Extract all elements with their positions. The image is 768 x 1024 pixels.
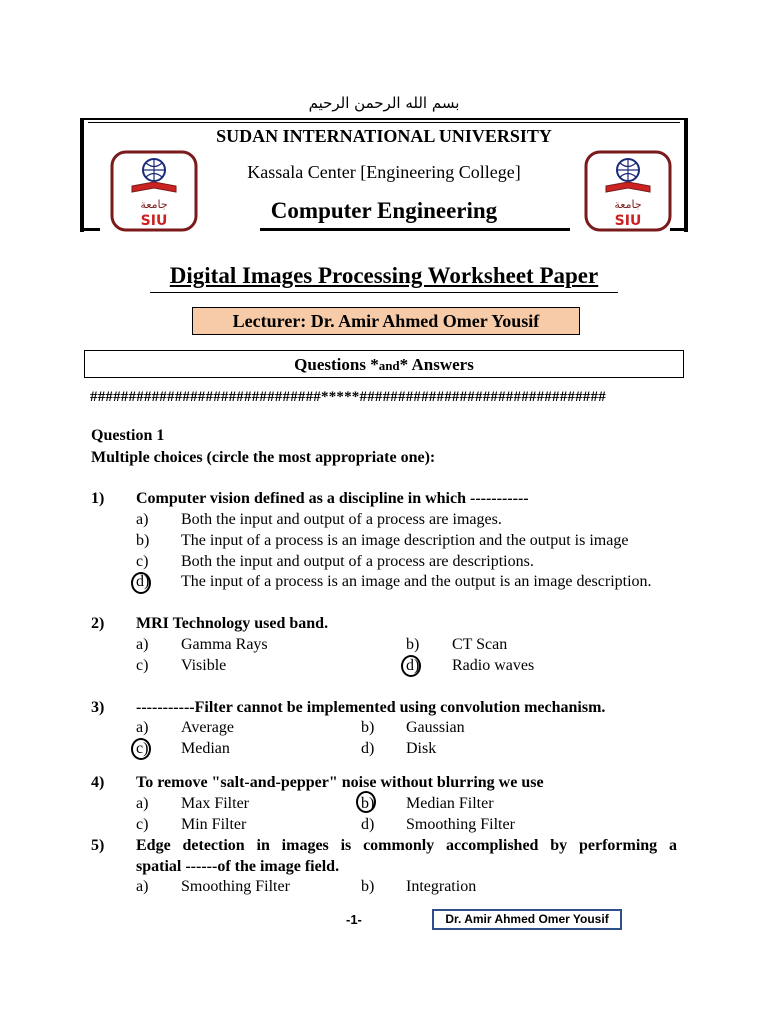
page-title: Digital Images Processing Worksheet Paper [169, 263, 599, 288]
answer-circle [131, 572, 151, 594]
option-label: a) [136, 636, 149, 653]
option-label: b) [361, 795, 375, 812]
option-label: a) [136, 795, 149, 812]
separator-line: ##############################*****################################ [90, 389, 606, 405]
option-text: The input of a process is an image description and the output is image [181, 532, 629, 549]
option-text: Smoothing Filter [406, 816, 515, 833]
option-label: b) [361, 878, 375, 895]
item-stem: MRI Technology used band. [136, 615, 329, 632]
footer-author: Dr. Amir Ahmed Omer Yousif [432, 909, 622, 930]
option-text: Max Filter [181, 795, 249, 812]
option-label: a) [136, 878, 149, 895]
qa-banner [84, 350, 684, 378]
option-label: c) [136, 657, 149, 674]
option-text: Median Filter [406, 795, 494, 812]
option-text: Smoothing Filter [181, 878, 290, 895]
answer-circle [356, 791, 376, 813]
option-text: CT Scan [452, 636, 508, 653]
option-text: Gamma Rays [181, 636, 268, 653]
option-label: b) [406, 636, 420, 653]
svg-text:SIU: SIU [140, 213, 168, 229]
item-number: 5) [91, 837, 105, 854]
item-stem-line1: Edge detection in images is commonly accomplished by performing a [136, 837, 677, 854]
qa-right: * Answers [399, 355, 474, 374]
option-label: b) [136, 532, 150, 549]
item-stem: To remove "salt-and-pepper" noise without blurring we use [136, 774, 544, 791]
qa-and: and [378, 358, 400, 373]
basmala: بسم الله الرحمن الرحيم [308, 94, 460, 112]
qa-left: Questions * [294, 355, 379, 374]
option-text: Gaussian [406, 719, 465, 736]
option-text: The input of a process is an image and the output is an image description. [181, 573, 652, 590]
option-text: Min Filter [181, 816, 247, 833]
option-text: Median [181, 740, 230, 757]
item-number: 1) [91, 490, 105, 507]
option-label: c) [136, 553, 149, 570]
item-stem: -----------Filter cannot be implemented using convolution mechanism. [136, 699, 606, 716]
lecturer-banner: Lecturer: Dr. Amir Ahmed Omer Yousif [192, 307, 580, 335]
item-number: 2) [91, 615, 105, 632]
question-instruction: Multiple choices (circle the most appropriate one): [91, 449, 436, 466]
title-double-underline [150, 292, 618, 293]
university-name: SUDAN INTERNATIONAL UNIVERSITY [216, 126, 552, 146]
option-text: Radio waves [452, 657, 535, 674]
header-divider [88, 122, 680, 123]
item-number: 3) [91, 699, 105, 716]
answer-circle [131, 738, 151, 760]
option-text: Disk [406, 740, 437, 757]
option-label: a) [136, 511, 149, 528]
option-text: Average [181, 719, 234, 736]
option-text: Both the input and output of a process are images. [181, 511, 502, 528]
header-underline-right [670, 228, 688, 231]
item-number: 4) [91, 774, 105, 791]
department-name: Computer Engineering [270, 198, 498, 223]
option-label: c) [136, 740, 149, 757]
answer-circle [401, 655, 421, 677]
option-text: Visible [181, 657, 227, 674]
question-title: Question 1 [91, 427, 165, 444]
center-name: Kassala Center [Engineering College] [247, 162, 521, 182]
option-label: a) [136, 719, 149, 736]
page-number: -1- [346, 912, 362, 927]
option-label: d) [406, 657, 420, 674]
option-label: d) [361, 740, 375, 757]
svg-text:SIU: SIU [614, 213, 642, 229]
option-text: Integration [406, 878, 477, 895]
option-label: d) [136, 573, 150, 590]
svg-text:جامعة: جامعة [614, 198, 642, 211]
item-stem: Computer vision defined as a discipline in which ----------- [136, 490, 529, 507]
header-underline [260, 228, 570, 231]
svg-text:جامعة: جامعة [140, 198, 168, 211]
option-label: c) [136, 816, 149, 833]
option-label: b) [361, 719, 375, 736]
option-text: Both the input and output of a process are descriptions. [181, 553, 534, 570]
item-stem-line2: spatial ------of the image field. [136, 858, 340, 875]
option-label: d) [361, 816, 375, 833]
header-underline-left [80, 228, 100, 231]
